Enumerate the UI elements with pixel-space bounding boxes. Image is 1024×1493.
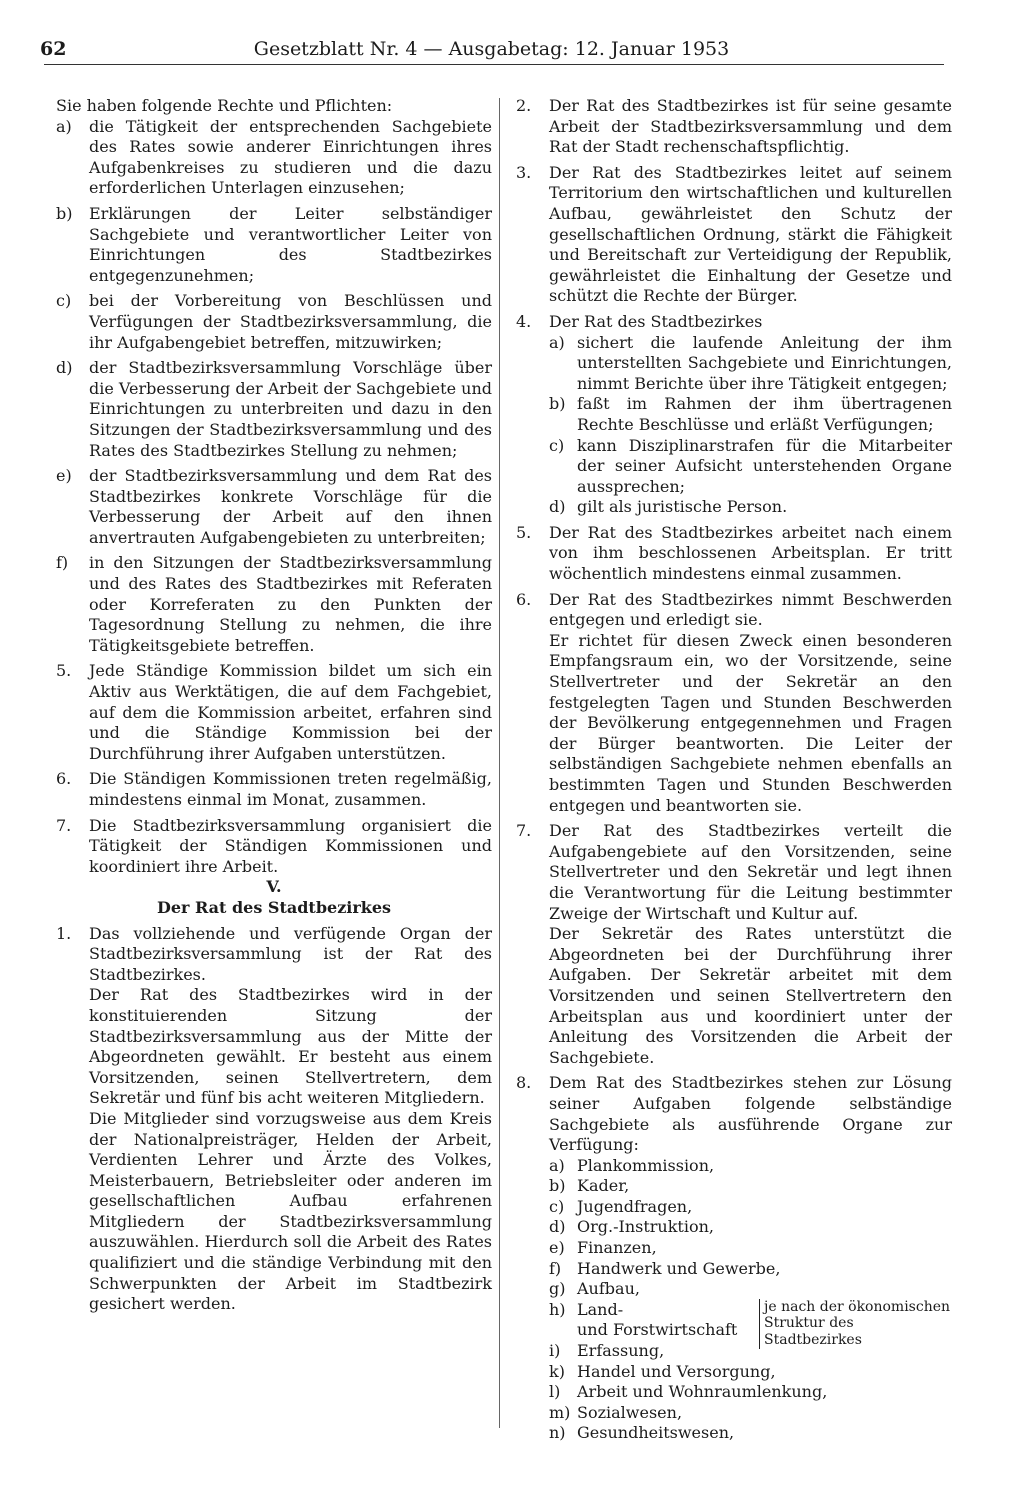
numbered-item xyxy=(516,590,952,631)
item-text: kann Disziplinarstrafen für die Mitarbeiter der seiner Aufsicht unterstehenden Organe aussprechen; xyxy=(577,435,952,496)
item-label: 5. xyxy=(56,661,72,681)
numbered-item xyxy=(56,816,492,878)
item-label: c) xyxy=(56,291,72,311)
list-item xyxy=(549,1217,952,1238)
item-label: 4. xyxy=(516,311,532,331)
item-label: f) xyxy=(56,553,69,573)
numbered-item xyxy=(516,1073,952,1444)
right-item xyxy=(56,553,492,656)
sub-item xyxy=(549,497,952,518)
left-column xyxy=(56,96,492,1315)
numbered-item xyxy=(56,924,492,986)
item-text: Die Ständigen Kommissionen treten regelmäßig, mindestens einmal im Monat, zusammen. xyxy=(89,769,492,809)
item-text: Erfassung, xyxy=(577,1341,665,1361)
item-label: c) xyxy=(549,1196,565,1216)
item-text: Kader, xyxy=(577,1176,630,1196)
conditional-organs xyxy=(549,1300,952,1362)
list-item xyxy=(549,1362,952,1383)
item-text: Jugendfragen, xyxy=(577,1196,693,1216)
right-item xyxy=(56,291,492,353)
item-text: Der Rat des Stadtbezirkes verteilt die Aufgabengebiete auf den Vorsitzenden, seine Stellvertreter und den Sekretär und legt ihnen die Verantwortung für die Leitung bestimmter Zweige der Wirtschaft und Kultur auf. xyxy=(549,821,952,923)
item-label: d) xyxy=(549,1217,566,1237)
item-label: a) xyxy=(549,332,565,352)
right-item xyxy=(56,358,492,461)
item-text: Gesundheitswesen, xyxy=(577,1423,735,1443)
item-label: 1. xyxy=(56,923,72,943)
item-label: 6. xyxy=(56,769,72,789)
right-item xyxy=(56,466,492,548)
organ-list xyxy=(549,1156,952,1444)
item-text: der Stadtbezirksversammlung Vorschläge über die Verbesserung der Arbeit der Sachgebiete und Einrichtungen zu unterbreiten und dazu in den Sitzungen der Stadtbezirksversammlung und des Rates des Stadtbezirkes Stellung zu nehmen; xyxy=(89,358,492,460)
column-separator xyxy=(499,98,500,1428)
right-item xyxy=(56,204,492,286)
paragraph: Der Rat des Stadtbezirkes wird in der konstituierenden Sitzung der Stadtbezirksversammlung aus der Mitte der Abgeordneten gewählt. Er besteht aus einem Vorsitzenden, seinen Stellvertretern, dem Sekretär und fünf bis acht weiteren Mitgliedern. xyxy=(89,985,492,1108)
sub-item xyxy=(549,436,952,498)
item-label: f) xyxy=(549,1258,562,1278)
item-label: d) xyxy=(56,358,73,378)
item-label: b) xyxy=(549,394,566,414)
item-label: h) xyxy=(549,1299,566,1319)
item-label: 7. xyxy=(516,821,532,841)
brace-note: je nach der ökonomischen Struktur des Stadtbezirkes xyxy=(759,1299,952,1349)
item-label: 3. xyxy=(516,162,532,182)
item-text: Der Rat des Stadtbezirkes xyxy=(549,311,763,331)
item-label: b) xyxy=(56,203,73,223)
item-text: Sozialwesen, xyxy=(577,1402,683,1422)
item-label: i) xyxy=(549,1341,561,1361)
item-label: k) xyxy=(549,1361,565,1381)
item-text: der Stadtbezirksversammlung und dem Rat des Stadtbezirkes konkrete Vorschläge für die Verbesserung der Arbeit auf den ihnen anvertrauten Aufgabengebieten zu unterbreiten; xyxy=(89,466,492,547)
item-label: g) xyxy=(549,1279,566,1299)
header-rule xyxy=(44,64,944,65)
item-label: c) xyxy=(549,435,565,455)
item-text: Der Rat des Stadtbezirkes ist für seine gesamte Arbeit der Stadtbezirksversammlung und dem Rat der Stadt rechenschaftspflichtig. xyxy=(549,96,952,157)
item-text: Der Rat des Stadtbezirkes nimmt Beschwerden entgegen und erledigt sie. xyxy=(549,589,952,630)
item-text: bei der Vorbereitung von Beschlüssen und Verfügungen der Stadtbezirksversammlung, die ihr Aufgabengebiet betreffen, mitzuwirken; xyxy=(89,291,492,352)
sub-item xyxy=(549,394,952,435)
rights-intro: Sie haben folgende Rechte und Pflichten: xyxy=(56,96,393,115)
right-column xyxy=(516,96,952,1444)
item-text: Der Rat des Stadtbezirkes arbeitet nach einem von ihm beschlossenen Arbeitsplan. Er tritt wöchentlich mindestens einmal zusammen. xyxy=(549,522,952,584)
item-label: e) xyxy=(549,1238,565,1258)
numbered-item xyxy=(56,769,492,810)
numbered-item xyxy=(516,523,952,585)
list-item xyxy=(549,1238,952,1259)
item-label: e) xyxy=(56,466,72,486)
item-label: m) xyxy=(549,1402,571,1422)
numbered-item xyxy=(516,312,952,518)
item-text: Org.-Instruktion, xyxy=(577,1217,714,1237)
item-label: b) xyxy=(549,1176,566,1196)
item-label: a) xyxy=(549,1155,565,1175)
item-text: Plankommission, xyxy=(577,1155,715,1175)
list-item xyxy=(549,1382,952,1403)
paragraph: Er richtet für diesen Zweck einen besonderen Empfangsraum ein, wo der Vorsitzende, seine Stellvertreter und der Sekretär an den festgelegten Tagen und Stunden Beschwerden der Bevölkerung entgegennehmen und Fragen der Bürger beantworten. Die Leiter der selbständigen Sachgebiete nehmen ebenfalls an bestimmten Tagen und Stunden Beschwerden entgegen und beantworten sie. xyxy=(549,630,952,815)
item-label: 7. xyxy=(56,815,72,835)
item-text: und Forstwirtschaft xyxy=(577,1320,738,1340)
list-item xyxy=(549,1403,952,1424)
running-title: Gesetzblatt Nr. 4 — Ausgabetag: 12. Januar 1953 xyxy=(253,38,730,60)
item-label: a) xyxy=(56,116,72,136)
item-label: n) xyxy=(549,1423,566,1443)
item-text: faßt im Rahmen der ihm übertragenen Rechte Beschlüsse und erläßt Verfügungen; xyxy=(577,394,952,434)
item-text: Dem Rat des Stadtbezirkes stehen zur Lösung seiner Aufgaben folgende selbständige Sachgebiete als ausführende Organe zur Verfügung: xyxy=(549,1073,952,1155)
item-text: die Tätigkeit der entsprechenden Sachgebiete des Rates sowie anderer Einrichtungen ihres Aufgabenkreises zu studieren und die dazu erforderlichen Unterlagen einzusehen; xyxy=(89,116,492,198)
item-text: in den Sitzungen der Stadtbezirksversammlung und des Rates des Stadtbezirkes mit Referaten oder Korreferaten zu den Punkten der Tagesordnung Stellung zu nehmen, die ihre Tätigkeitsgebiete betreffen. xyxy=(89,553,492,655)
item-text: gilt als juristische Person. xyxy=(577,497,788,517)
numbered-item xyxy=(516,96,952,158)
list-item xyxy=(549,1156,952,1177)
item-text: Das vollziehende und verfügende Organ der Stadtbezirksversammlung ist der Rat des Stadtbezirkes. xyxy=(89,923,492,984)
numbered-item xyxy=(516,163,952,307)
item-text: Handwerk und Gewerbe, xyxy=(577,1258,781,1278)
right-item xyxy=(56,117,492,199)
sub-item xyxy=(549,333,952,395)
item-text: Arbeit und Wohnraumlenkung, xyxy=(577,1382,828,1402)
list-item xyxy=(549,1176,952,1197)
list-item xyxy=(549,1259,952,1280)
item-label: d) xyxy=(549,497,566,517)
section-title: Der Rat des Stadtbezirkes xyxy=(156,897,392,917)
item-text: Finanzen, xyxy=(577,1238,657,1258)
item-text: Erklärungen der Leiter selbständiger Sachgebiete und verantwortlicher Leiter von Einrichtungen des Stadtbezirkes entgegenzunehmen; xyxy=(89,203,492,285)
item-text: Aufbau, xyxy=(577,1279,640,1299)
item-label: 5. xyxy=(516,522,532,542)
item-text: Land- xyxy=(577,1299,624,1319)
item-label: 6. xyxy=(516,589,532,609)
numbered-item xyxy=(516,821,952,924)
paragraph: Der Sekretär des Rates unterstützt die Abgeordneten bei der Durchführung ihrer Aufgaben. Der Sekretär arbeitet mit dem Vorsitzenden und seinen Stellvertretern den Arbeitsplan aus und koordiniert unter der Anleitung des Vorsitzenden die Arbeit der Sachgebiete. xyxy=(549,924,952,1067)
item-label: l) xyxy=(549,1382,561,1402)
list-item xyxy=(549,1423,952,1444)
list-item xyxy=(549,1279,952,1300)
list-item xyxy=(549,1197,952,1218)
item-text: Jede Ständige Kommission bildet um sich ein Aktiv aus Werktätigen, die auf dem Fachgebiet, auf dem die Kommission arbeitet, erfahren sind und die Ständige Kommission bei der Durchführung ihrer Aufgaben unterstützen. xyxy=(89,661,492,763)
page-number: 62 xyxy=(40,38,67,60)
item-text: sichert die laufende Anleitung der ihm unterstellten Sachgebiete und Einrichtungen, nimmt Berichte über ihre Tätigkeit entgegen; xyxy=(577,332,952,393)
item-text: Der Rat des Stadtbezirkes leitet auf seinem Territorium den wirtschaftlichen und kulturellen Aufbau, gewährleistet den Schutz der gesellschaftlichen Ordnung, stärkt die Fähigkeit und Bereitschaft zur Verteidigung der Republik, gewährleistet die Einhaltung der Gesetze und schützt die Rechte der Bürger. xyxy=(549,162,952,306)
item-label: 8. xyxy=(516,1073,532,1093)
item-text: Die Stadtbezirksversammlung organisiert die Tätigkeit der Ständigen Kommissionen und koordiniert ihre Arbeit. xyxy=(89,815,492,876)
item-label: 2. xyxy=(516,96,532,115)
section-number: V. xyxy=(266,877,282,897)
paragraph: Die Mitglieder sind vorzugsweise aus dem Kreis der Nationalpreisträger, Helden der Arbeit, Verdienten Lehrer und Ärzte des Volkes, Meisterbauern, Betriebsleiter oder anderen im gesellschaftlichen Aufbau erfahrenen Mitgliedern der Stadtbezirksversammlung auszuwählen. Hierdurch soll die Arbeit des Rates qualifiziert und die ständige Verbindung mit den Schwerpunkten der Arbeit im Stadtbezirk gesichert werden. xyxy=(89,1108,492,1314)
item-text: Handel und Versorgung, xyxy=(577,1361,776,1381)
numbered-item xyxy=(56,661,492,764)
